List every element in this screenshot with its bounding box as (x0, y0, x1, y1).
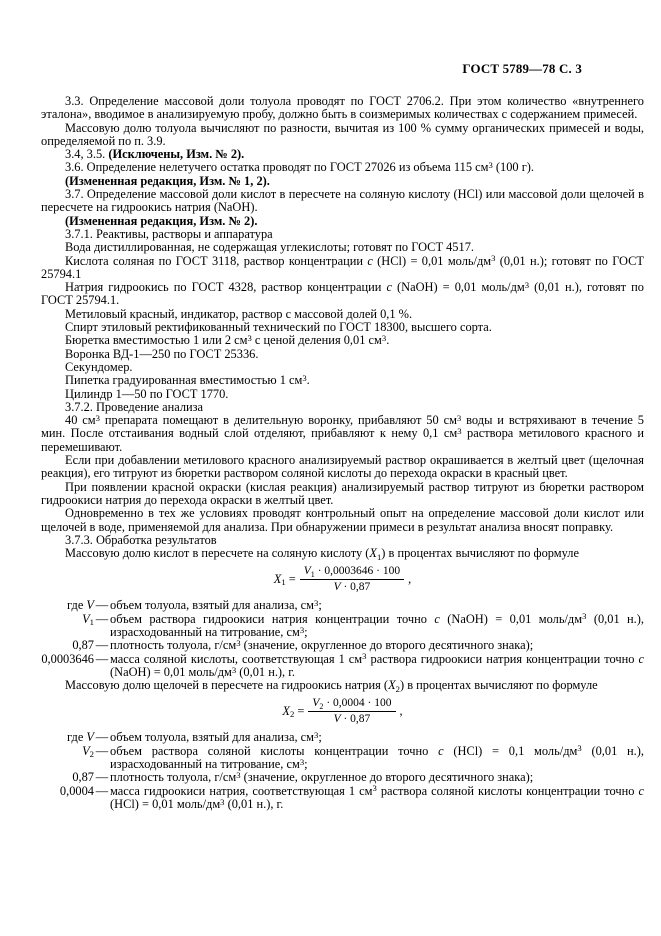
paragraph (41, 241, 644, 254)
text-run: (HCl) = 0,01 моль/дм (372, 253, 492, 268)
fraction (300, 565, 404, 593)
text-run: V (333, 580, 341, 593)
text-run: (0,01 н.), г. (236, 664, 296, 679)
text-run: V (333, 712, 341, 725)
text-run: ; (304, 624, 308, 639)
text-run: V (312, 697, 320, 710)
text-run: ) в процентах вычисляют по формуле (399, 678, 598, 693)
definition-dash: — (95, 651, 109, 666)
text-run: масса гидроокиси натрия, соответствующая 1 см (110, 783, 373, 798)
paragraph (41, 547, 644, 560)
text-run: Если при добавлении метилового красного анализируемый раствор окрашивается в желтый цвет (щелочная реакция), его титруют из бюретки раствором соляной кислоты до перехода окраски в красный цвет. (41, 453, 644, 481)
text-run: 3 (381, 333, 387, 344)
text-run: Пипетка градуированная вместимостью 1 см (65, 373, 303, 388)
text-run: масса соляной кислоты, соответствующая 1 см (110, 651, 363, 666)
paragraph (41, 534, 644, 547)
page-header: ГОСТ 5789—78 С. 3 (462, 62, 582, 76)
text-run: плотность толуола, г/см (110, 638, 237, 653)
text-run: 3.7.3. Обработка результатов (65, 532, 217, 547)
paragraph (41, 374, 644, 387)
text-run: V (82, 611, 90, 626)
text-run: , (408, 571, 412, 586)
formula-lhs (274, 573, 296, 586)
text-run: (значение, округленное до второго десятичного знака); (240, 770, 534, 785)
text-run: (HCl) = 0,1 моль/дм (443, 743, 578, 758)
text-run: где (67, 598, 87, 613)
text-run: 3 (456, 412, 462, 423)
text-run: препарата помещают в делительную воронку, прибавляют 50 см (99, 413, 457, 428)
text-run: 2 (395, 683, 400, 694)
text-run: X (273, 571, 282, 586)
text-run: Секундомер. (65, 359, 133, 374)
text-run: X (369, 546, 377, 561)
definition-row (33, 613, 644, 640)
text-run: , (399, 703, 403, 718)
text-run: 40 см (65, 413, 96, 428)
definition-description (110, 785, 644, 812)
text-run: V (82, 743, 90, 758)
paragraph (41, 361, 644, 374)
definition-description (110, 745, 644, 772)
paragraph (41, 228, 644, 241)
text-run: 3 (313, 598, 319, 609)
text-run: 3.3. Определение массовой доли толуола проводят по ГОСТ 2706.2. При этом количество «внутреннего эталона», вводимое в анализируемую пробу, должно быть в соизмеримых количествах с содержанием примесей. (41, 94, 644, 122)
paragraph (41, 348, 644, 361)
definition-description (110, 639, 644, 652)
text-run: 3 (231, 664, 237, 675)
text-run: V (86, 730, 94, 745)
text-run: 0,87 (72, 638, 94, 653)
text-run: 1 (310, 569, 315, 579)
text-run: Вода дистиллированная, не содержащая углекислоты; готовят по ГОСТ 4517. (65, 240, 474, 255)
paragraph (41, 454, 644, 481)
formula-rhs (408, 573, 411, 586)
text-run: 1 (89, 617, 94, 628)
paragraph (41, 175, 644, 188)
paragraph (41, 481, 644, 508)
text-run: 0,87 (72, 770, 94, 785)
paragraph (41, 95, 644, 122)
text-run: Кислота соляная по ГОСТ 3118, раствор концентрации (65, 253, 368, 268)
definition-term (33, 639, 94, 652)
definition-row (33, 639, 644, 652)
definition-row (33, 599, 644, 612)
text-run: с (438, 743, 444, 758)
definition-dash: — (95, 783, 109, 798)
text-run: 3 (488, 160, 493, 171)
paragraph (41, 281, 644, 308)
text-run: (0,01 н.), готовят по ГОСТ 25794.1. (41, 280, 644, 308)
text-run: Массовую долю толуола вычисляют по разности, вычитая из 100 % сумму органических примесей и воды, определяемой по п. 3.9. (41, 120, 644, 148)
text-run: 3 (95, 412, 100, 423)
definition-dash: — (95, 743, 109, 758)
text-run: (NaOH) = 0,01 моль/дм (439, 611, 583, 626)
definition-row (33, 771, 644, 784)
definition-dash: — (95, 611, 109, 626)
text-run: Натрия гидроокись по ГОСТ 4328, раствор концентрации (65, 280, 387, 295)
definition-term (33, 613, 94, 640)
paragraph (41, 388, 644, 401)
text-run: 3 (582, 611, 587, 622)
text-run: 3 (236, 637, 241, 648)
text-run: (HCl) = 0,01 моль/дм (110, 796, 221, 811)
text-run: раствора соляной кислоты концентрации точно (376, 783, 639, 798)
text-run: 3.7.2. Проведение анализа (65, 399, 204, 414)
text-run: ; (304, 757, 308, 772)
document-body (41, 95, 644, 811)
definition-description (110, 731, 644, 744)
paragraph (41, 679, 644, 692)
text-run: (100 г). (492, 160, 534, 175)
text-run: · 0,87 (340, 712, 371, 725)
text-run: 1 (281, 577, 286, 588)
text-run: Бюретка вместимостью 1 или 2 см (65, 333, 248, 348)
definition-description (110, 653, 644, 680)
text-run: с ценой деления 0,01 см (251, 333, 382, 348)
text-run: 3 (302, 372, 307, 383)
fraction-denominator (334, 580, 371, 594)
definition-term (33, 653, 94, 680)
formula (41, 697, 644, 725)
definition-term (33, 771, 94, 784)
text-run: объем толуола, взятый для анализа, см (110, 598, 314, 613)
text-run: где (67, 730, 87, 745)
text-run: Массовую долю щелочей в пересчете на гидроокись натрия ( (65, 678, 389, 693)
definition-row (33, 653, 644, 680)
definition-dash: — (95, 598, 109, 613)
fraction-denominator (334, 712, 371, 726)
fraction-numerator (308, 697, 395, 712)
text-run: Одновременно в тех же условиях проводят контрольный опыт на определение массовой доли кислот или щелочей в воде, применяемой для анализа. При обнаружении примеси в результат анализа вносят поправку. (41, 506, 644, 534)
text-run: 3 (236, 770, 241, 781)
text-run: Воронка ВД-1—250 по ГОСТ 25336. (65, 346, 259, 361)
formula (41, 565, 644, 593)
text-run: 3.4, 3.5. (65, 147, 109, 162)
text-run: 3 (247, 333, 252, 344)
text-run: (Исключены, Изм. № 2). (108, 147, 245, 162)
paragraph (41, 321, 644, 334)
text-run: 0,0004 (59, 783, 94, 798)
text-run: Метиловый красный, индикатор, раствор с массовой долей 0,1 %. (65, 306, 413, 321)
text-run: 3 (372, 783, 377, 794)
text-run: ; (318, 730, 322, 745)
text-run: 3.6. Определение нелетучего остатка проводят по ГОСТ 27026 из объема 115 см (65, 160, 489, 175)
text-run: · 0,0004 · 100 (323, 697, 392, 710)
paragraph (41, 188, 644, 215)
definition-term (33, 731, 94, 744)
definition-row (33, 785, 644, 812)
text-run: X (388, 678, 396, 693)
text-run: (0,01 н.), г. (224, 796, 284, 811)
paragraph (41, 122, 644, 149)
text-run: объем раствора гидроокиси натрия концентрации точно (110, 611, 435, 626)
text-run: 3 (457, 426, 462, 437)
paragraph (41, 401, 644, 414)
text-run: с (638, 783, 644, 798)
text-run: V (303, 565, 311, 578)
text-run: 3 (491, 253, 496, 264)
definition-row (33, 745, 644, 772)
text-run: Цилиндр 1—50 по ГОСТ 1770. (65, 386, 229, 401)
text-run: (0,01 н.), израсходованный на титрование, см (110, 743, 644, 772)
text-run: ) в процентах вычисляют по формуле (381, 546, 579, 561)
text-run: 3 (577, 743, 582, 754)
definition-row (33, 731, 644, 744)
text-run: с (434, 611, 440, 626)
paragraph (41, 148, 644, 161)
text-run: 1 (376, 551, 382, 562)
definition-dash: — (95, 730, 109, 745)
text-run: объем толуола, взятый для анализа, см (110, 730, 314, 745)
text-run: . (306, 373, 310, 388)
definition-description (110, 613, 644, 640)
text-run: (NaOH) = 0,01 моль/дм (110, 664, 232, 679)
paragraph (41, 414, 644, 454)
definition-dash: — (95, 770, 109, 785)
paragraph (41, 308, 644, 321)
text-run: с (386, 280, 392, 295)
paragraph (41, 215, 644, 228)
text-run: (0,01 н.); готовят по ГОСТ 25794.1 (41, 253, 644, 281)
text-run: · 0,0003646 · 100 (314, 565, 401, 578)
text-run: = (285, 571, 296, 586)
text-run: 3 (220, 796, 225, 807)
text-run: = (294, 703, 305, 718)
text-run: 3 (299, 624, 305, 635)
text-run: · 0,87 (340, 580, 371, 593)
text-run: (NaOH) = 0,01 моль/дм (391, 280, 525, 295)
text-run: ; (318, 598, 322, 613)
text-run: 0,0003646 (41, 651, 94, 666)
fraction (308, 697, 395, 725)
text-run: 3 (313, 730, 319, 741)
text-run: воды и встряхивают в течение 5 мин. После отстаивания водный слой отделяют, прибавляют к нему 0,1 см (41, 413, 644, 441)
text-run: раствора метилового красного и перемешивают. (41, 426, 644, 454)
text-run: . (386, 333, 390, 348)
text-run: (Измененная редакция, Изм. № 2). (65, 213, 258, 228)
definition-dash: — (95, 638, 109, 653)
text-run: Спирт этиловый ректификованный технический по ГОСТ 18300, высшего сорта. (65, 320, 492, 335)
text-run: V (86, 598, 94, 613)
paragraph (41, 161, 644, 174)
paragraph (41, 507, 644, 534)
fraction-numerator (300, 565, 404, 580)
text-run: с (638, 651, 644, 666)
text-run: 3 (362, 651, 367, 662)
paragraph (41, 334, 644, 347)
text-run: с (367, 253, 373, 268)
text-run: Массовую долю кислот в пересчете на соляную кислоту ( (65, 546, 370, 561)
definition-term (33, 745, 94, 772)
text-run: 2 (89, 749, 94, 760)
text-run: плотность толуола, г/см (110, 770, 237, 785)
text-run: (Измененная редакция, Изм. № 1, 2). (65, 173, 270, 188)
text-run: 3 (299, 756, 305, 767)
text-run: 2 (319, 701, 324, 711)
text-run: 3.7. Определение массовой доли кислот в пересчете на соляную кислоту (HCl) или массовой доли щелочей в пересчете на гидроокись натрия (NaOH). (41, 187, 644, 215)
text-run: раствора гидроокиси натрия концентрации точно (366, 651, 639, 666)
text-run: 3 (524, 279, 530, 290)
text-run: При появлении красной окраски (кислая реакция) анализируемый раствор титруют из бюретки раствором гидроокиси натрия до перехода окраски в желтый цвет. (41, 479, 644, 507)
definition-description (110, 599, 644, 612)
text-run: X (282, 703, 290, 718)
text-run: объем раствора соляной кислоты концентрации точно (110, 743, 439, 758)
definition-term (33, 599, 94, 612)
text-run: (0,01 н.), израсходованный на титрование, см (110, 611, 645, 639)
formula-rhs (400, 705, 403, 718)
definition-term (33, 785, 94, 812)
text-run: 2 (289, 709, 295, 720)
formula-lhs (282, 705, 304, 718)
text-run: (значение, округленное до второго десятичного знака); (240, 638, 534, 653)
paragraph (41, 255, 644, 282)
text-run: 3.7.1. Реактивы, растворы и аппаратура (65, 226, 273, 241)
definition-description (110, 771, 644, 784)
